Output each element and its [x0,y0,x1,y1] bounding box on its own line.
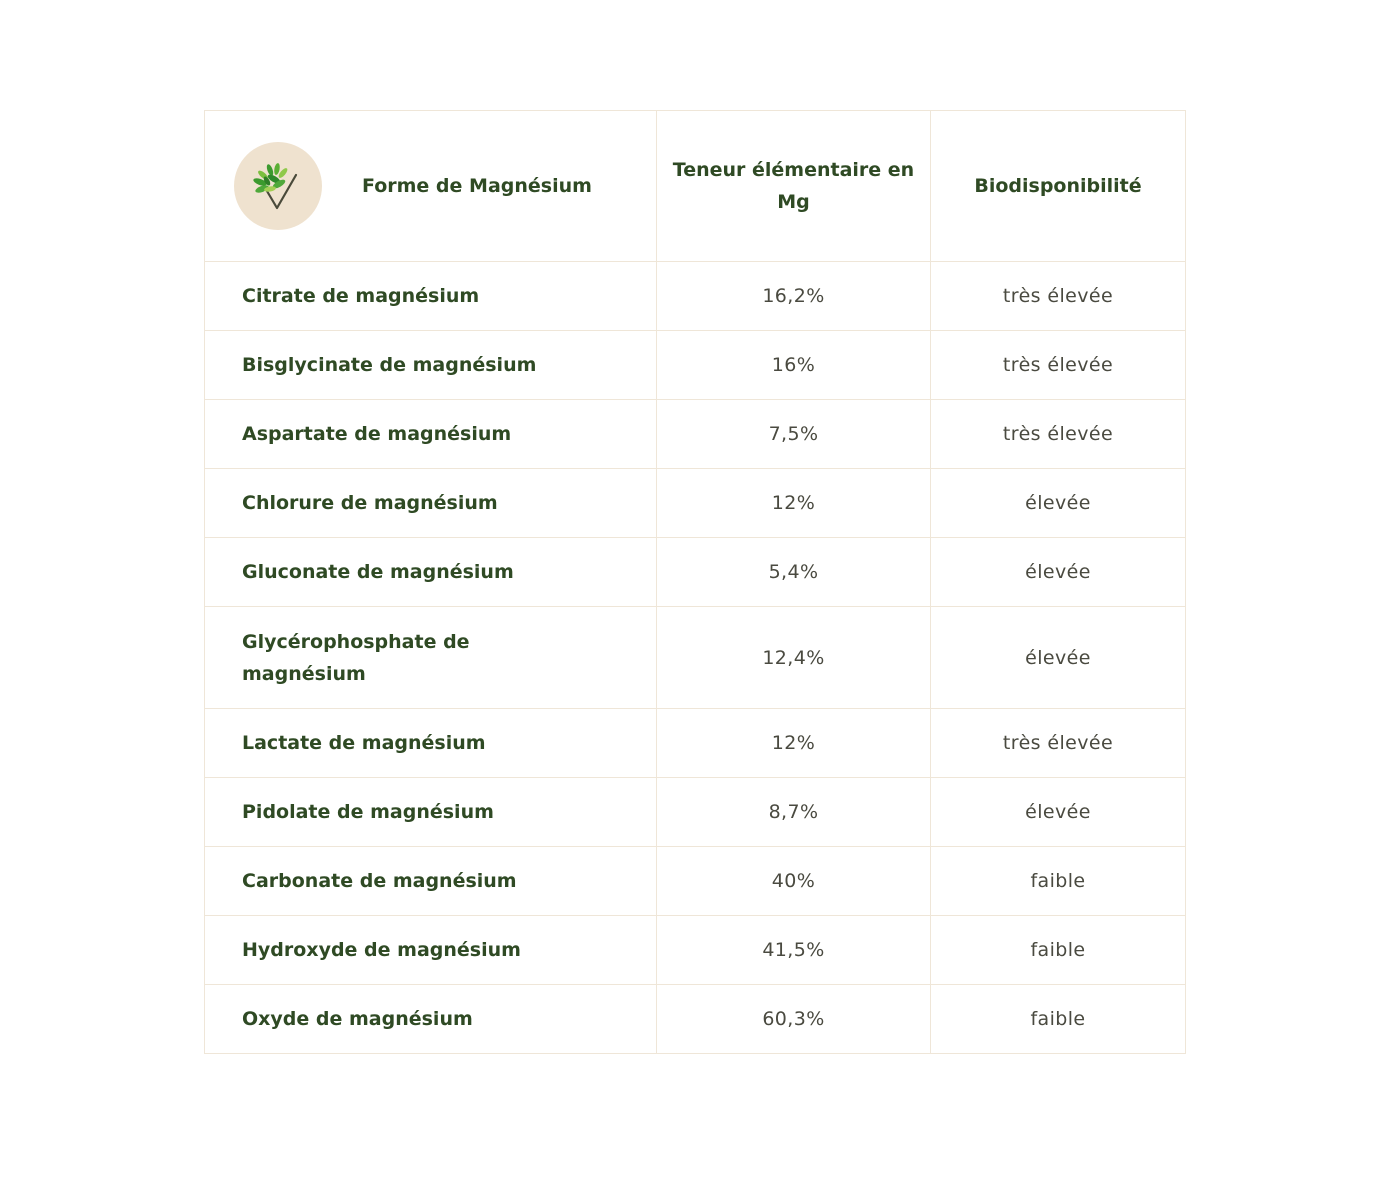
form-cell: Pidolate de magnésium [205,778,657,847]
content-cell: 12% [657,469,931,538]
table-row [205,916,1186,985]
bioavailability-cell: faible [931,916,1186,985]
bioavailability-cell: très élevée [931,400,1186,469]
content-cell: 7,5% [657,400,931,469]
bioavailability-cell: élevée [931,607,1186,709]
content-cell: 16% [657,331,931,400]
header-form [205,111,657,262]
content-cell: 12,4% [657,607,931,709]
header-bioavailability: Biodisponibilité [931,111,1186,262]
form-cell: Lactate de magnésium [205,709,657,778]
form-cell: Aspartate de magnésium [205,400,657,469]
brand-logo [234,142,322,230]
table-row [205,778,1186,847]
table-row [205,985,1186,1054]
bioavailability-cell: faible [931,985,1186,1054]
form-cell: Gluconate de magnésium [205,538,657,607]
table-row [205,607,1186,709]
bioavailability-cell: élevée [931,778,1186,847]
leaf-check-icon [234,142,322,230]
content-cell: 5,4% [657,538,931,607]
form-cell: Hydroxyde de magnésium [205,916,657,985]
form-cell: Chlorure de magnésium [205,469,657,538]
table-row [205,469,1186,538]
content-cell: 41,5% [657,916,931,985]
table-row [205,262,1186,331]
table-row [205,331,1186,400]
content-cell: 12% [657,709,931,778]
bioavailability-cell: très élevée [931,331,1186,400]
table-row [205,538,1186,607]
magnesium-table-container [204,110,1185,1054]
bioavailability-cell: très élevée [931,709,1186,778]
content-cell: 60,3% [657,985,931,1054]
table-row [205,709,1186,778]
table-row [205,400,1186,469]
table-row [205,847,1186,916]
form-cell: Glycérophosphate de magnésium [205,607,657,709]
bioavailability-cell: élevée [931,469,1186,538]
header-content: Teneur élémentaire en Mg [657,111,931,262]
content-cell: 16,2% [657,262,931,331]
bioavailability-cell: élevée [931,538,1186,607]
form-cell: Carbonate de magnésium [205,847,657,916]
content-cell: 8,7% [657,778,931,847]
form-cell: Bisglycinate de magnésium [205,331,657,400]
bioavailability-cell: très élevée [931,262,1186,331]
magnesium-comparison-table [204,110,1186,1054]
table-header-row [205,111,1186,262]
form-cell: Oxyde de magnésium [205,985,657,1054]
bioavailability-cell: faible [931,847,1186,916]
header-form-label: Forme de Magnésium [362,175,592,197]
form-cell: Citrate de magnésium [205,262,657,331]
content-cell: 40% [657,847,931,916]
